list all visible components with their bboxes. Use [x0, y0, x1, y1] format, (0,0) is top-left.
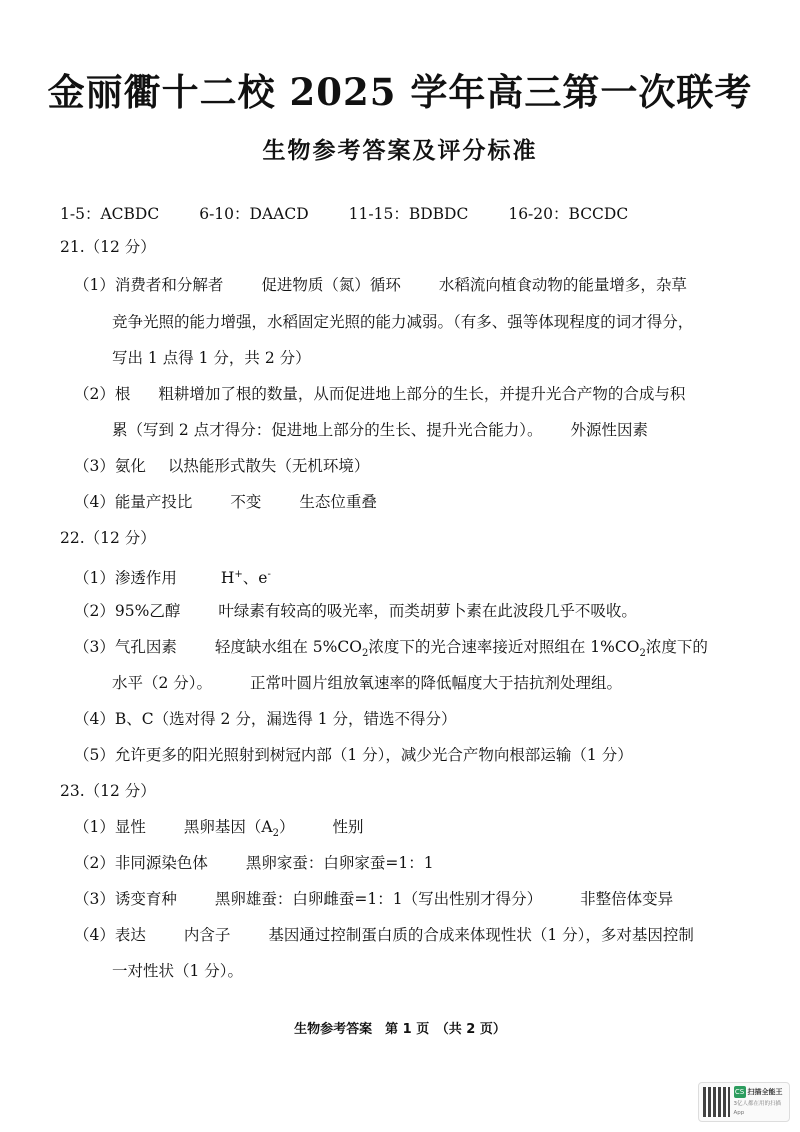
- q21-p1-a: （1）消费者和分解者: [74, 276, 224, 294]
- page-footer: 生物参考答案 第 1 页 （共 2 页）: [294, 1022, 506, 1037]
- q23-p1-sub: 2: [272, 828, 279, 840]
- q22-p1-a: （1）渗透作用: [74, 569, 177, 588]
- q21-p1-c: 水稻流向植食动物的能量增多，杂草: [438, 276, 687, 294]
- q22-p3-sub2: 2: [639, 648, 646, 660]
- q21-heading: 21.（12 分）: [60, 238, 156, 256]
- q23-p1-b1: 黑卵基因（A: [183, 818, 273, 836]
- q21-part4: [74, 492, 377, 512]
- q21-part2-line2: [112, 420, 648, 440]
- q22-p3-sub1: 2: [361, 648, 369, 660]
- q21-p3-b: 以热能形式散失（无机环境）: [167, 457, 370, 475]
- q23-part4-line2: 一对性状（1 分）。: [112, 962, 244, 980]
- document-title: 金丽衢十二校 2025 学年高三第一次联考: [47, 70, 753, 114]
- q21-part1-line1: [74, 275, 687, 295]
- document-subtitle: 生物参考答案及评分标准: [262, 137, 538, 164]
- q21-p4-b: 不变: [230, 493, 262, 511]
- q21-part1-line3: 写出 1 点得 1 分，共 2 分）: [112, 349, 311, 367]
- q22-p1-e: 、e: [242, 569, 268, 588]
- q23-p4-a: （4）表达: [74, 926, 146, 944]
- q21-p2-a: （2）根: [74, 385, 131, 403]
- q21-part3: [74, 456, 369, 476]
- q21-p3-a: （3）氨化: [74, 457, 146, 475]
- q23-part3: [74, 889, 673, 909]
- q23-p1-c: 性别: [332, 818, 364, 836]
- q22-p3-a: （3）气孔因素: [74, 638, 177, 656]
- q23-p4-b: 内含子: [183, 926, 231, 944]
- q21-p4-a: （4）能量产投比: [74, 493, 193, 511]
- q22-p3-b3: 浓度下的: [645, 638, 708, 656]
- q22-part3-line2: [112, 673, 622, 693]
- q23-p1-a: （1）显性: [74, 818, 146, 836]
- q22-p2-b: 叶绿素有较高的吸光率，而类胡萝卜素在此波段几乎不吸收。: [218, 602, 637, 620]
- q22-p3-c: 水平（2 分）。: [112, 674, 213, 692]
- q23-p3-b: 黑卵雄蚕：白卵雌蚕=1：1（写出性别才得分）: [214, 890, 543, 908]
- q21-p2-d: 外源性因素: [570, 421, 648, 439]
- q23-p1-b2: ）: [278, 818, 295, 836]
- q23-p4-c: 基因通过控制蛋白质的合成来体现性状（1 分），多对基因控制: [268, 926, 694, 944]
- q22-p3-b1: 轻度缺水组在 5%CO: [214, 638, 362, 656]
- q23-p3-c: 非整倍体变异: [580, 890, 674, 908]
- q23-p3-a: （3）诱变育种: [74, 890, 177, 908]
- mc-answer-11-15: 11-15：BDBDC: [348, 205, 469, 223]
- q21-p4-c: 生态位重叠: [299, 493, 377, 511]
- q23-heading: 23.（12 分）: [60, 782, 156, 800]
- mc-answer-16-20: 16-20：BCCDC: [508, 205, 629, 223]
- q22-part5: （5）允许更多的阳光照射到树冠内部（1 分），减少光合产物向根部运输（1 分）: [74, 746, 633, 764]
- mc-answer-6-10: 6-10：DAACD: [199, 205, 309, 223]
- qr-code-icon: [703, 1087, 730, 1117]
- q22-part3-line1: [74, 637, 708, 664]
- q23-p2-b: 黑卵家蚕：白卵家蚕=1：1: [245, 854, 434, 872]
- q22-p1-h: H: [220, 569, 235, 588]
- q22-p3-d: 正常叶圆片组放氧速率的降低幅度大于拮抗剂处理组。: [250, 674, 623, 692]
- q23-part1: [74, 817, 363, 844]
- q22-p1-e-sup: -: [267, 569, 271, 580]
- q23-p2-a: （2）非同源染色体: [74, 854, 208, 872]
- q21-p2-b: 粗耕增加了根的数量，从而促进地上部分的生长，并提升光合产物的合成与积: [158, 385, 686, 403]
- camscanner-logo-icon: CS: [734, 1088, 745, 1096]
- q22-heading: 22.（12 分）: [60, 529, 156, 547]
- q21-p1-b: 促进物质（氮）循环: [261, 276, 401, 294]
- scanner-watermark: [698, 1082, 790, 1122]
- mc-answer-1-5: 1-5：ACBDC: [60, 205, 160, 223]
- q23-part4-line1: [74, 925, 694, 945]
- q22-p1-h-sup: +: [234, 569, 243, 580]
- mc-answers-row: [60, 204, 628, 224]
- q21-part1-line2: 竞争光照的能力增强，水稻固定光照的能力减弱。（有多、强等体现程度的词才得分，: [112, 313, 694, 331]
- q21-p2-c: 累（写到 2 点才得分：促进地上部分的生长、提升光合能力）。: [112, 421, 543, 439]
- q22-part1: [74, 565, 271, 588]
- watermark-line1: 扫描全能王: [747, 1087, 783, 1096]
- q22-p2-a: （2）95%乙醇: [74, 602, 181, 620]
- q23-part2: [74, 853, 434, 873]
- q22-p3-b2: 浓度下的光合速率接近对照组在 1%CO: [368, 638, 640, 656]
- watermark-line2: 3亿人都在用的扫描App: [733, 1101, 782, 1116]
- q21-part2-line1: [74, 384, 685, 404]
- q22-part2: [74, 601, 637, 621]
- q22-part4: （4）B、C（选对得 2 分，漏选得 1 分，错选不得分）: [74, 710, 457, 728]
